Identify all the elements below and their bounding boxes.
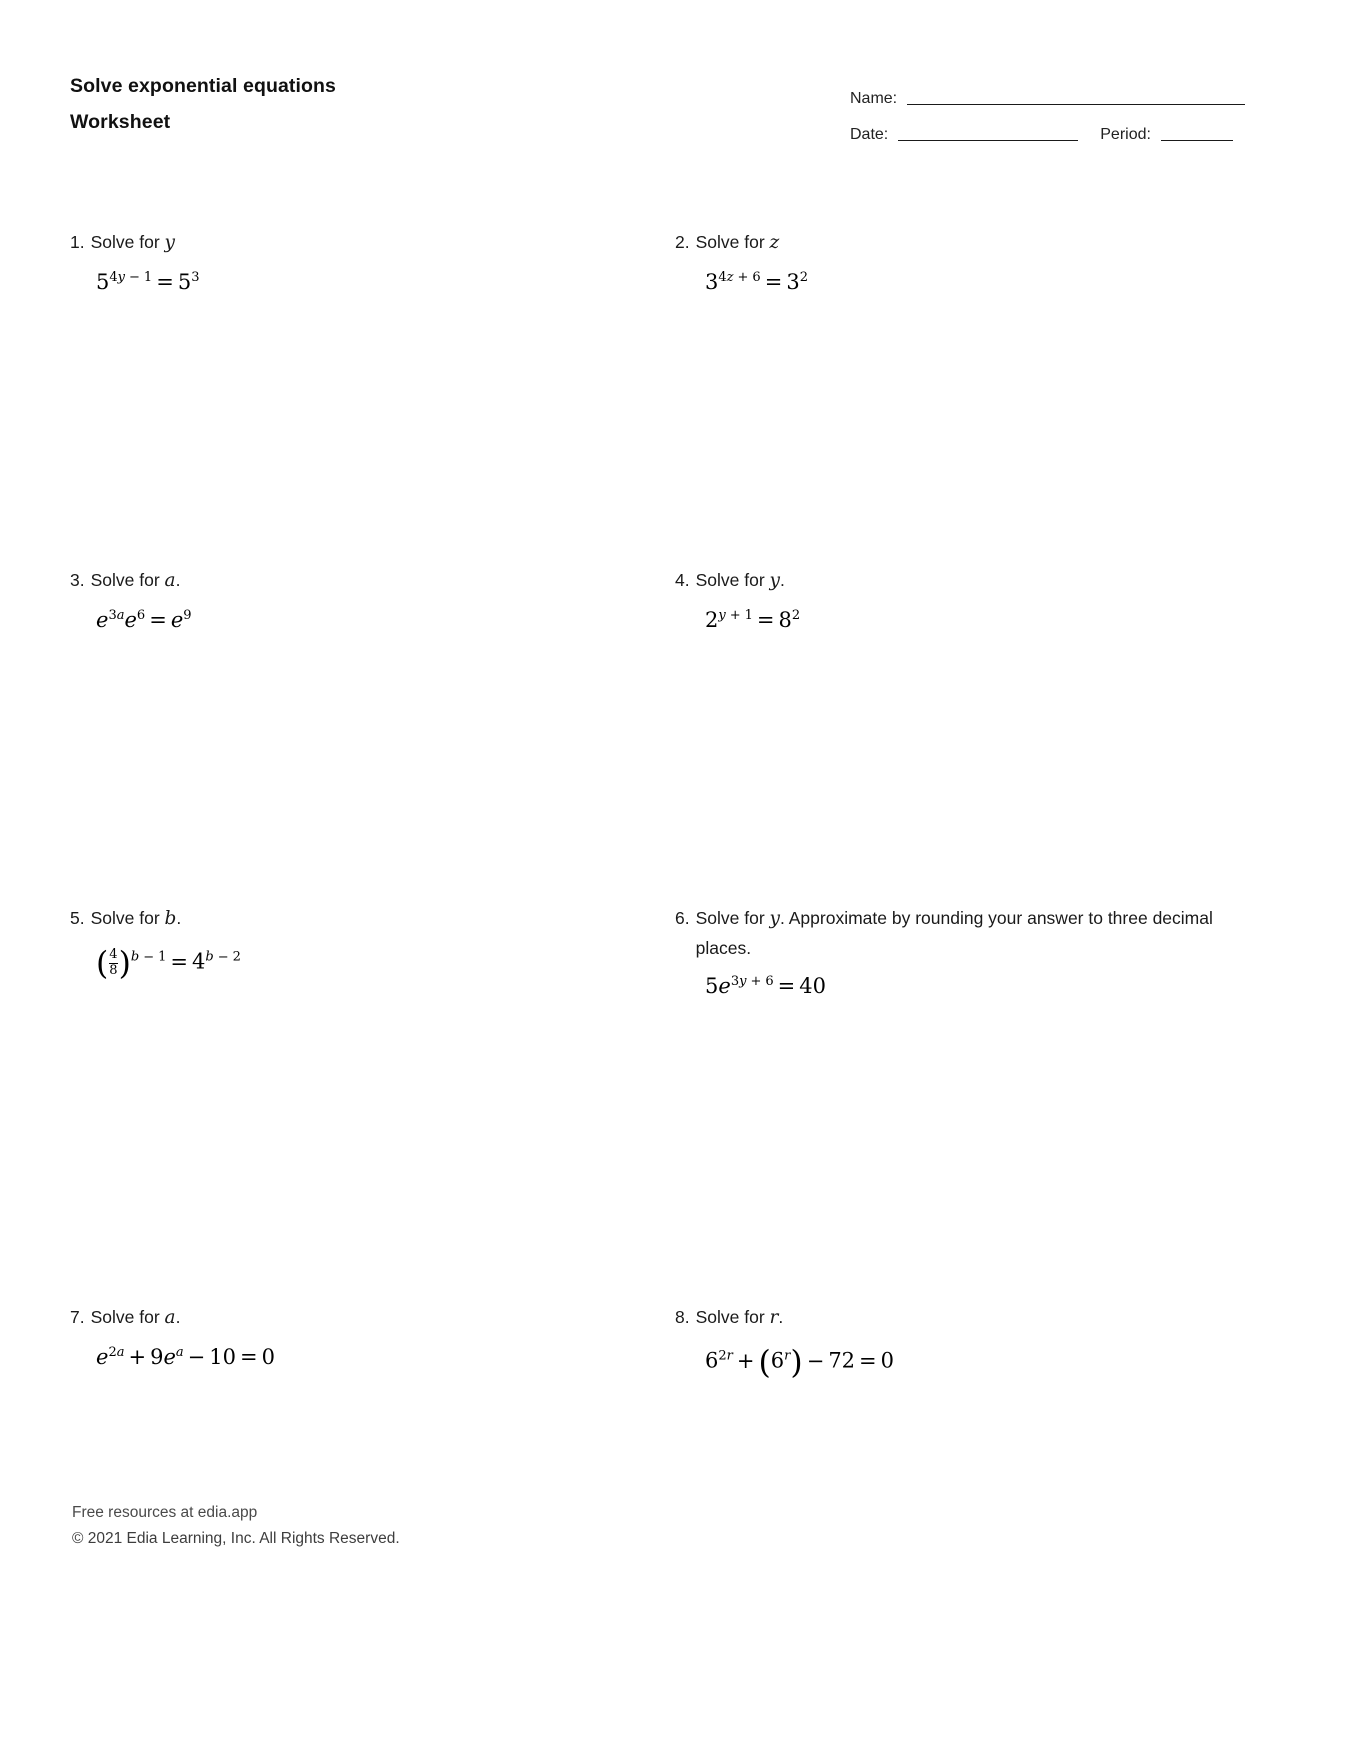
problem-1-equation: $5^{4y - 1} = 5^3$ xyxy=(96,269,200,294)
work-space-1 xyxy=(70,294,1280,566)
problem-1-text xyxy=(91,228,653,258)
worksheet-header xyxy=(70,68,1280,148)
problem-8-prompt xyxy=(675,1303,1258,1333)
problem-1 xyxy=(70,228,675,294)
work-space-3 xyxy=(70,998,1280,1303)
student-info-block xyxy=(850,74,1280,146)
problem-1-prompt-prefix: Solve for xyxy=(90,232,165,252)
name-row xyxy=(850,74,1280,110)
problem-8-prompt-suffix: . xyxy=(778,1307,784,1328)
problem-6-prompt-suffix: . Approximate by rounding your answer to three decimal places. xyxy=(695,907,1213,958)
name-write-line[interactable] xyxy=(907,104,1245,105)
problem-row-4 xyxy=(70,1303,1280,1381)
problem-3-number: 3. xyxy=(70,569,85,590)
problem-1-number: 1. xyxy=(70,232,85,252)
problem-5-equation: ( $\frac{4}{8}$ )$^{b - 1} = 4^{b - 2}$ xyxy=(96,945,241,982)
page-title xyxy=(70,68,336,140)
problem-8 xyxy=(675,1303,1280,1381)
problem-7-equation: $e^{2a} + 9e^a - 10 = 0$ xyxy=(96,1345,275,1370)
problem-5-prompt xyxy=(70,904,653,934)
problem-2 xyxy=(675,228,1280,294)
problem-8-prompt-prefix: Solve for xyxy=(695,1307,770,1328)
problem-2-prompt-prefix: Solve for xyxy=(695,232,770,252)
work-space-2 xyxy=(70,632,1280,904)
problem-4-equation: $2^{y + 1} = 8^2$ xyxy=(705,607,801,632)
footer-resources-text: Free resources at edia.app xyxy=(72,1503,258,1521)
problem-6-number: 6. xyxy=(675,907,690,928)
problem-6-variable: y xyxy=(769,907,780,929)
problem-row-3 xyxy=(70,904,1280,998)
problem-6-equation: $5e^{3y + 6} = 40$ xyxy=(705,974,826,999)
problem-3 xyxy=(70,566,675,632)
problem-1-variable: y xyxy=(164,232,175,253)
problem-6-text xyxy=(696,904,1258,962)
problem-2-text xyxy=(696,228,1258,258)
period-label: Period: xyxy=(1100,126,1151,143)
problem-5-prompt-prefix: Solve for xyxy=(90,907,165,928)
problem-7-prompt-suffix: . xyxy=(175,1307,181,1328)
problem-4 xyxy=(675,566,1280,632)
problem-6-prompt-prefix: Solve for xyxy=(695,907,770,928)
problem-3-equation: $e^{3a}e^6 = e^9$ xyxy=(96,607,192,632)
title-line-1: Solve exponential equations xyxy=(70,75,337,97)
problem-8-number: 8. xyxy=(675,1307,690,1328)
problem-2-prompt xyxy=(675,228,1258,258)
problem-row-1 xyxy=(70,228,1280,294)
problem-7-number: 7. xyxy=(70,1307,85,1328)
footer-copyright: © 2021 Edia Learning, Inc. All Rights Reserved. xyxy=(72,1530,400,1548)
problem-8-equation: $6^{2r} + (6^r) - 72 = 0$ xyxy=(705,1345,895,1382)
problem-4-number: 4. xyxy=(675,569,690,590)
date-label: Date: xyxy=(850,126,889,143)
problem-7-text xyxy=(91,1303,653,1333)
problem-5-number: 5. xyxy=(70,907,85,928)
page-footer xyxy=(72,1500,400,1553)
problem-4-variable: y xyxy=(769,569,780,591)
problem-3-text xyxy=(91,566,653,596)
date-period-row xyxy=(850,110,1280,146)
problem-7-prompt-prefix: Solve for xyxy=(90,1307,165,1328)
date-write-line[interactable] xyxy=(898,140,1078,141)
title-line-2: Worksheet xyxy=(70,111,171,133)
problem-2-equation: $3^{4z + 6} = 3^2$ xyxy=(705,269,808,294)
name-label: Name: xyxy=(850,90,898,107)
problem-3-variable: a xyxy=(164,569,176,591)
problem-3-prompt-prefix: Solve for xyxy=(90,569,165,590)
problem-7-variable: a xyxy=(164,1307,176,1329)
problem-row-2 xyxy=(70,566,1280,632)
period-write-line[interactable] xyxy=(1161,140,1233,141)
problem-3-prompt-suffix: . xyxy=(175,569,181,590)
problem-5-variable: b xyxy=(164,907,177,929)
problem-5 xyxy=(70,904,675,998)
problem-3-prompt xyxy=(70,566,653,596)
problem-5-text xyxy=(91,904,653,934)
problem-7 xyxy=(70,1303,675,1381)
problem-6 xyxy=(675,904,1280,998)
problem-8-variable: r xyxy=(769,1307,779,1329)
problem-4-prompt-suffix: . xyxy=(780,569,785,590)
problem-6-prompt xyxy=(675,904,1258,962)
problem-1-prompt xyxy=(70,228,653,258)
problem-2-variable: z xyxy=(769,232,780,253)
problem-4-prompt-prefix: Solve for xyxy=(695,569,770,590)
problem-4-text xyxy=(696,566,1258,596)
problem-4-prompt xyxy=(675,566,1258,596)
problem-grid xyxy=(70,228,1280,1381)
problem-5-prompt-suffix: . xyxy=(176,907,182,928)
problem-2-number: 2. xyxy=(675,232,690,252)
problem-8-text xyxy=(696,1303,1258,1333)
problem-7-prompt xyxy=(70,1303,653,1333)
